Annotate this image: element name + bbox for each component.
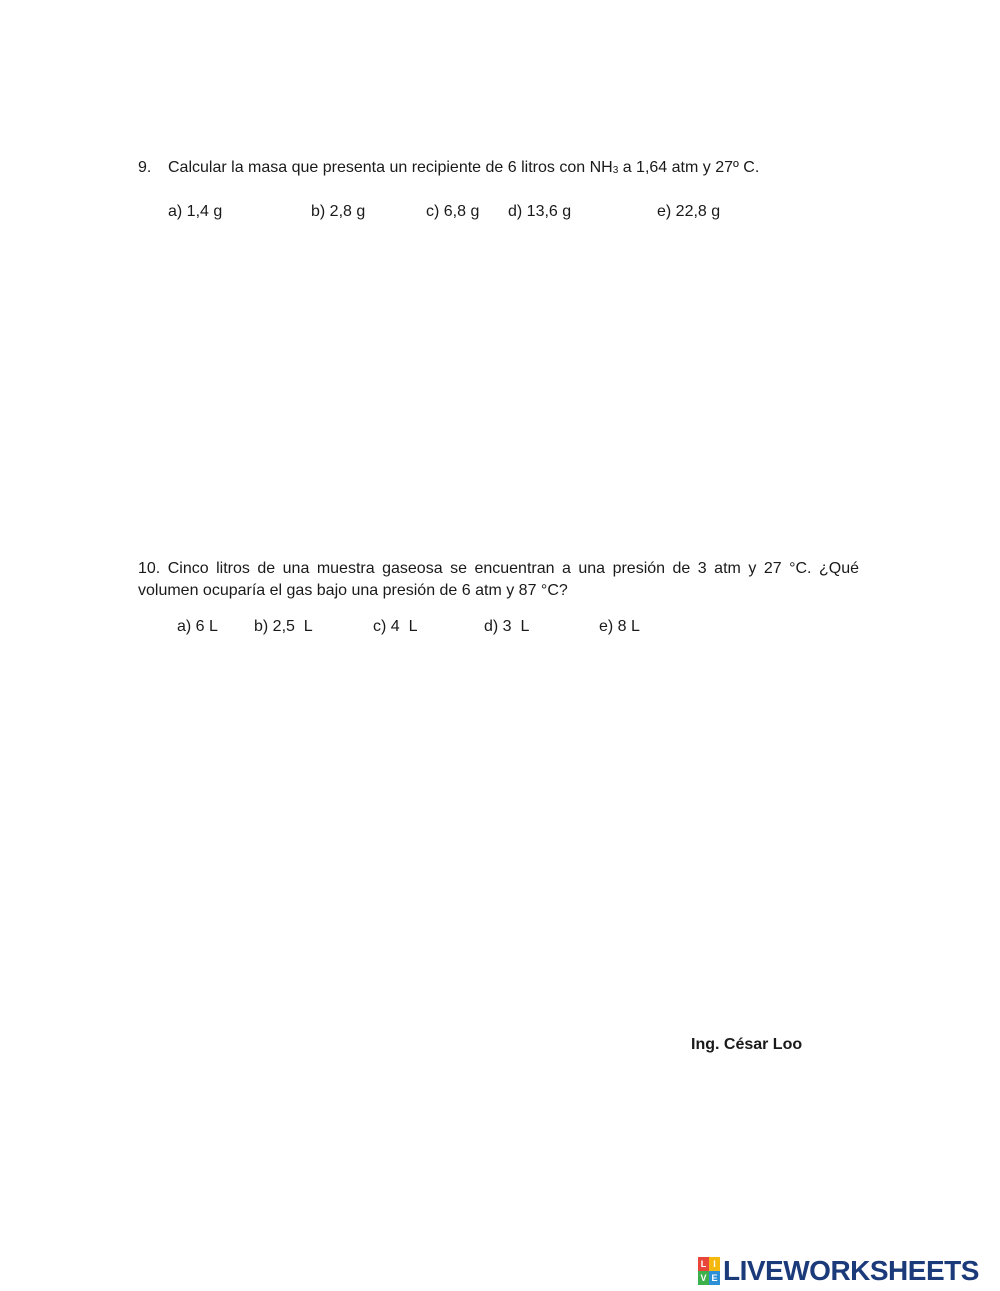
question-9-text-end: a 1,64 atm y 27º C. [618, 159, 760, 176]
liveworksheets-logo[interactable] [698, 1254, 979, 1288]
logo-tile-i: I [709, 1257, 720, 1271]
liveworksheets-logo-icon [698, 1257, 720, 1285]
question-9-option-c: c) 6,8 g [426, 203, 480, 220]
author-signature: Ing. César Loo [691, 1036, 803, 1053]
question-10: 10. Cinco litros de una muestra gaseosa se encuentran a una presión de 3 atm y 27 °C. ¿Qué volumen ocuparía el gas bajo una presión de 6 atm y 87 °C? [138, 560, 859, 599]
question-9-option-b: b) 2,8 g [311, 203, 366, 220]
question-9-option-e: e) 22,8 g [657, 203, 721, 220]
question-9 [138, 158, 759, 181]
question-10-option-e: e) 8 L [599, 618, 640, 635]
question-10-option-d: d) 3 L [484, 618, 530, 635]
liveworksheets-logo-text: LIVEWORKSHEETS [723, 1255, 979, 1286]
logo-tile-v: V [698, 1271, 709, 1285]
question-9-option-d: d) 13,6 g [508, 203, 572, 220]
logo-tile-e: E [709, 1271, 720, 1285]
question-9-text: Calcular la masa que presenta un recipiente de 6 litros con NH [168, 159, 613, 176]
question-10-option-b: b) 2,5 L [254, 618, 313, 635]
question-10-option-a: a) 6 L [177, 618, 218, 635]
question-10-option-c: c) 4 L [373, 618, 418, 635]
question-9-number: 9. [138, 159, 152, 176]
question-9-option-a: a) 1,4 g [168, 203, 223, 220]
logo-tile-l: L [698, 1257, 709, 1271]
question-9-subscript: 3 [612, 165, 619, 176]
